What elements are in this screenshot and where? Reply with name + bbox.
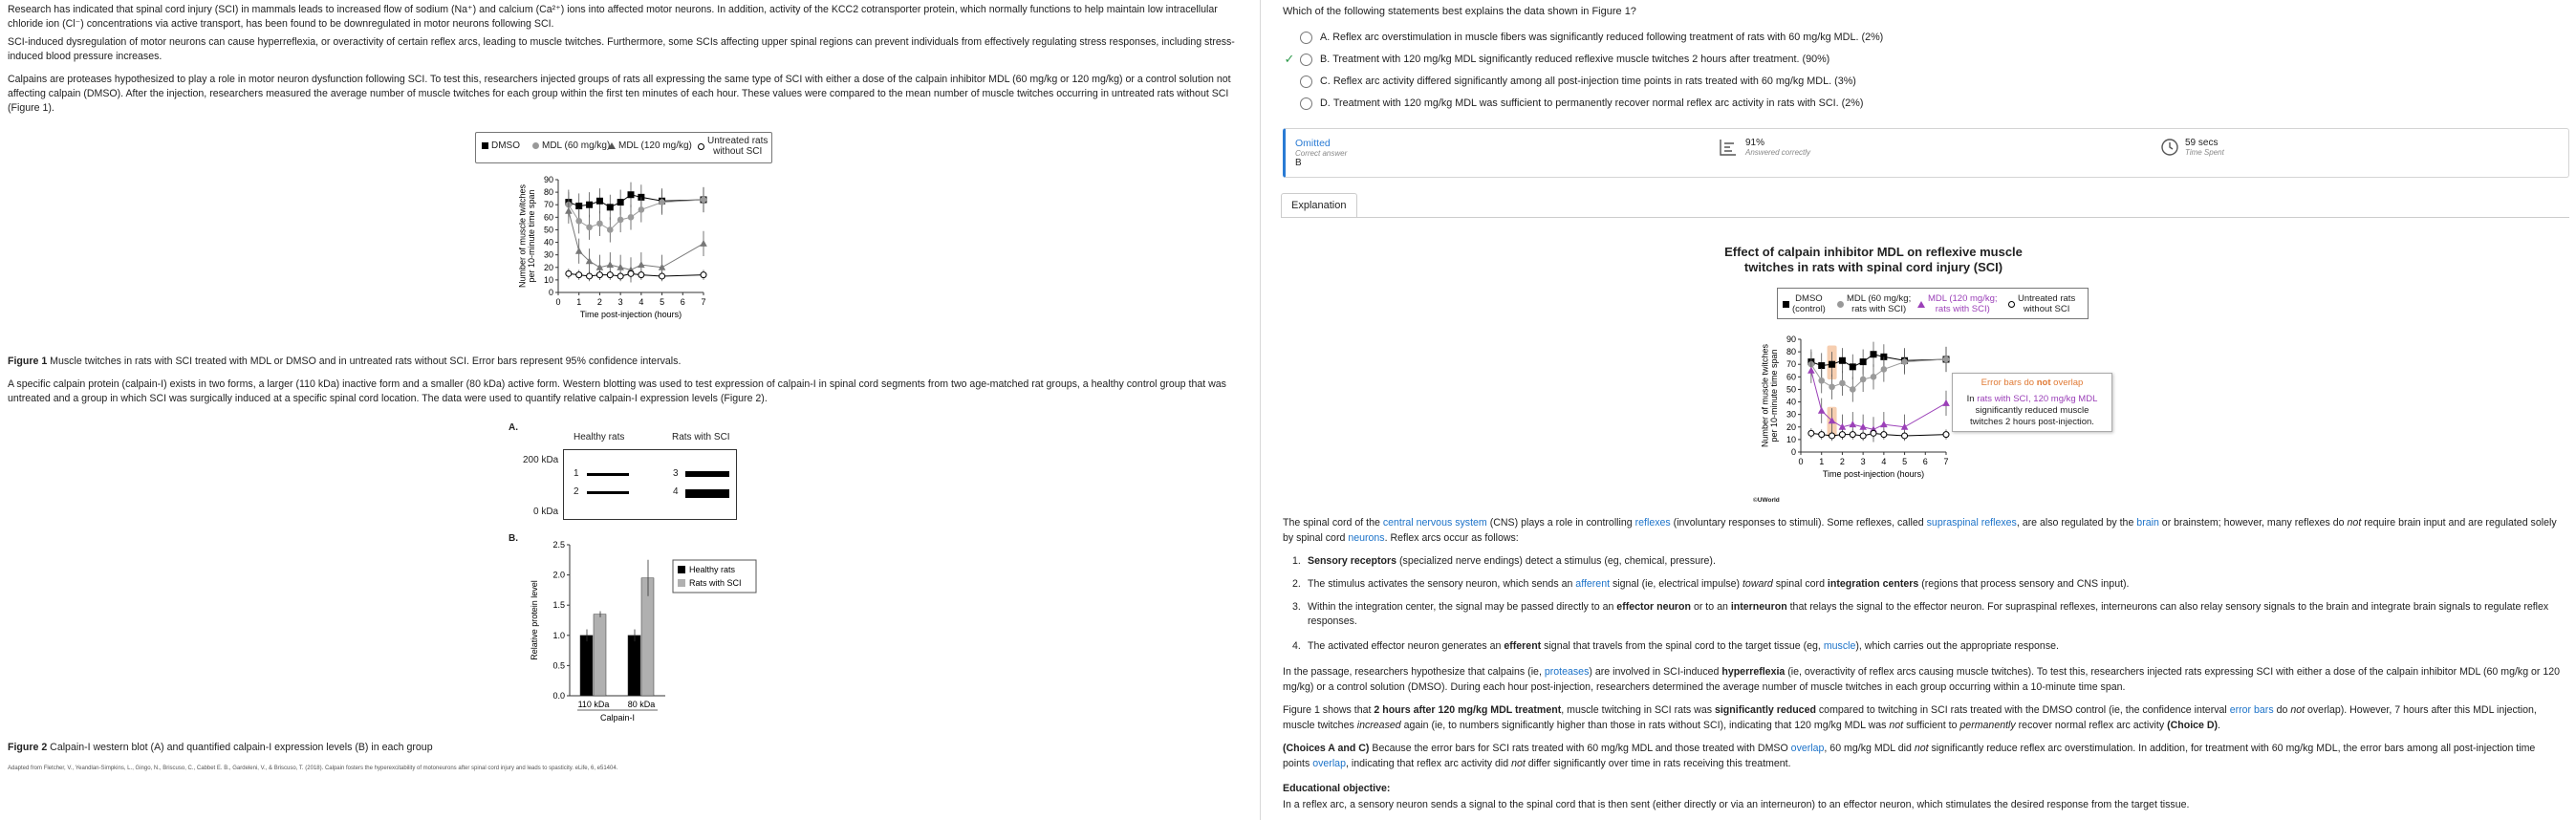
legend-untreated-line1: Untreated rats	[707, 136, 768, 146]
x-tick-label: 5	[1902, 457, 1908, 466]
answer-choice-a[interactable]	[1283, 29, 1883, 46]
y-tick-label: 40	[543, 237, 553, 248]
radio-button-a[interactable]	[1300, 32, 1312, 44]
data-point-circle	[1829, 384, 1835, 391]
figure2-caption-label: Figure 2	[8, 742, 48, 753]
blank-mark-icon	[1283, 97, 1296, 110]
figure2-panel-a-label: A.	[509, 422, 518, 433]
legend-dmso: DMSO	[491, 140, 520, 151]
choice-d-percent: (2%)	[1841, 97, 1864, 109]
data-point-square	[1871, 351, 1877, 357]
stat-correct-answer	[1295, 138, 1347, 168]
figure1-caption	[8, 356, 681, 367]
y-axis-title	[1760, 343, 1779, 447]
western-blot-frame	[563, 449, 737, 520]
answer-choice-c[interactable]	[1283, 73, 1856, 90]
explanation-figure-legend	[1777, 288, 2089, 319]
data-point-triangle	[1849, 421, 1856, 427]
y-tick-label: 90	[1786, 334, 1796, 344]
y-tick-label: 60	[543, 212, 553, 223]
data-point-open-circle	[607, 272, 613, 278]
callout-line4: twitches 2 hours post-injection.	[1970, 417, 2094, 427]
data-point-open-circle	[1850, 432, 1855, 438]
choice-a-percent: (2%)	[1861, 32, 1884, 43]
choice-d-letter: D.	[1320, 97, 1331, 109]
exp-legend-mdl60-l2: rats with SCI)	[1851, 304, 1907, 314]
correct-answer-label: Correct answer	[1295, 149, 1348, 158]
y-tick-label: 2.0	[552, 570, 565, 580]
blot-band-4	[685, 489, 729, 498]
explanation-paragraph-2: In the passage, researchers hypothesize that calpains (ie, proteases) are involved in SCI-induced hyperreflexia (ie, overactivity of reflex arcs causing muscle twitches). To test this, researchers injected rats expressing SCI with either a dose of the calpain inhibitor MDL (60 mg/kg or 120 mg/kg) or a control solution (DMSO). During each hour post-injection, researchers determined the average number of muscle twitches in each group occurring within a 10-minute time span.	[1283, 666, 2561, 693]
legend-swatch-healthy	[678, 566, 685, 573]
blot-kda-0: 0 kDa	[533, 507, 559, 517]
legend-label-healthy: Healthy rats	[689, 565, 736, 574]
explanation-title-line2: twitches in rats with spinal cord injury (SCI)	[1743, 260, 2003, 274]
figure1-legend	[475, 132, 772, 163]
x-tick-label: 2	[1839, 457, 1845, 466]
percent-correct-label: Answered correctly	[1745, 148, 1811, 157]
callout-text-2b: rats with SCI, 120 mg/kg MDL	[1977, 394, 2098, 404]
link-brain[interactable]: brain	[2136, 517, 2159, 529]
data-point-square	[596, 198, 603, 205]
data-point-circle	[659, 199, 665, 205]
data-point-triangle	[638, 261, 645, 268]
blot-lane-1: 1	[574, 468, 579, 479]
y-tick-label: 50	[543, 225, 553, 235]
choice-c-text: Reflex arc activity differed significantly among all post-injection time points in rats treated with 60 mg/kg MDL.	[1332, 76, 1832, 87]
educational-objective-title: Educational objective:	[1283, 783, 1391, 794]
educational-objective-text: In a reflex arc, a sensory neuron sends a signal to the spinal cord that is then sent (either directly or via an interneuron) to an effector neuron, which stimulates the desired response from the target tissue.	[1283, 799, 2190, 810]
data-point-circle	[575, 218, 582, 225]
data-point-circle	[1850, 386, 1856, 393]
stat-time-spent	[2160, 138, 2224, 157]
link-neurons[interactable]: neurons	[1348, 532, 1385, 544]
passage-paragraph-2: SCI-induced dysregulation of motor neurons can cause hyperreflexia, or overactivity of certain reflex arcs, leading to muscle twitches. Furthermore, some SCIs affecting upper spinal regions can prevent individuals from effectively regulating stress responses, including stress-induced blood pressure increases.	[8, 36, 1235, 62]
callout-text-1a: Error bars do	[1981, 378, 2037, 388]
data-point-open-circle	[701, 272, 706, 278]
data-point-triangle	[575, 248, 583, 254]
bar	[628, 636, 640, 696]
exp-legend-untreated-l1: Untreated rats	[2018, 293, 2076, 304]
y-tick-label: 0	[548, 288, 553, 297]
clock-icon	[2160, 138, 2179, 157]
y-tick-label: 10	[543, 274, 553, 285]
square-marker-icon	[1783, 301, 1789, 308]
explanation-paragraph-1: The spinal cord of the central nervous system (CNS) plays a role in controlling reflexes (involuntary responses to stimuli). Some reflexes, called supraspinal reflexes, are also regulated by the brain or brainstem; however, many reflexes do not require brain input and are regulated solely by spinal cord neurons. Reflex arcs occur as follows:	[1283, 517, 2557, 544]
triangle-marker-icon	[608, 142, 616, 149]
data-point-open-circle	[576, 272, 582, 278]
link-overlap-2[interactable]: overlap	[1312, 758, 1346, 769]
explanation-paragraph-3: Figure 1 shows that 2 hours after 120 mg/kg MDL treatment, muscle twitching in SCI rats was significantly reduced compared to twitching in SCI rats treated with the DMSO control (ie, the confidence interval error bars do not overlap). However, 7 hours after this MDL injection, muscle twitches increased again (ie, to numbers significantly higher than those in rats without SCI), indicating that 120 mg/kg MDL was not sufficient to permanently recover normal reflex arc activity (Choice D).	[1283, 704, 2537, 731]
figure1-line-chart	[507, 172, 717, 342]
data-point-open-circle	[566, 270, 572, 276]
link-supraspinal-reflexes[interactable]: supraspinal reflexes	[1926, 517, 2017, 529]
x-tick-label: 6	[1922, 457, 1928, 466]
data-point-open-circle	[1819, 432, 1825, 438]
data-point-open-circle	[587, 273, 593, 279]
bar	[641, 578, 654, 696]
choice-c-percent: (3%)	[1834, 76, 1856, 87]
passage-paragraph-4: A specific calpain protein (calpain-I) exists in two forms, a larger (110 kDa) inactive form and a smaller (80 kDa) active form. Western blotting was used to test expression of calpain-I in spinal cord segments from two age-matched rat groups, a healthy control group that was untreated and a group in which SCI was surgically induced at a specific spinal cord location. The data were used to quantify relative calpain-I expression levels (Figure 2).	[8, 378, 1226, 404]
reflex-arc-list-item-2: 2. The stimulus activates the sensory neuron, which sends an afferent signal (ie, electrical impulse) toward spinal cord integration centers (regions that process sensory and CNS input).	[1292, 578, 2130, 590]
x-tick-label: 110 kDa	[577, 700, 610, 709]
uworld-copyright: ©UWorld	[1753, 497, 1780, 504]
blank-mark-icon	[1283, 75, 1296, 88]
data-point-circle	[1818, 378, 1825, 384]
question-pane	[1271, 0, 2571, 820]
y-tick-label: 10	[1786, 434, 1796, 444]
callout-line1	[1953, 378, 2111, 389]
time-spent-value: 59 secs	[2185, 138, 2219, 148]
data-point-circle	[586, 225, 593, 231]
answer-stats-bar	[1283, 128, 2569, 178]
data-point-square	[1829, 361, 1835, 368]
data-point-open-circle	[639, 272, 644, 278]
bar	[594, 615, 606, 696]
y-tick-label: 0.5	[552, 660, 565, 671]
choice-a-text: Reflex arc overstimulation in muscle fibers was significantly reduced following treatment of rats with 60 mg/kg MDL.	[1332, 32, 1859, 43]
figure2-panel-b-label: B.	[509, 533, 518, 544]
y-tick-label: 80	[1786, 347, 1796, 357]
passage-paragraph-3: Calpains are proteases hypothesized to play a role in motor neuron dysfunction following SCI. To test this, researchers injected groups of rats all expressing the same type of SCI with either a dose of the calpain inhibitor MDL (60 mg/kg or 120 mg/kg) or a control solution not affecting calpain (DMSO). After the injection, researchers measured the average number of muscle twitches for each group within the first ten minutes of each hour. These values were compared to the mean number of muscle twitches occurring in untreated rats without SCI (Figure 1).	[8, 74, 1231, 114]
data-point-open-circle	[1808, 430, 1814, 436]
explanation-line-chart	[1749, 332, 1959, 502]
x-tick-label: 6	[680, 297, 685, 307]
data-point-open-circle	[1829, 433, 1835, 439]
link-central-nervous-system[interactable]: central nervous system	[1382, 517, 1487, 529]
explanation-title-line1: Effect of calpain inhibitor MDL on reflexive muscle	[1724, 245, 2023, 259]
radio-button-b[interactable]	[1300, 54, 1312, 66]
legend-swatch-sci	[678, 579, 685, 587]
data-point-circle	[701, 197, 707, 204]
y-axis-title: Relative protein level	[530, 580, 539, 660]
blot-lane-3: 3	[673, 468, 679, 479]
blot-lane-2: 2	[574, 486, 579, 497]
blot-column-healthy: Healthy rats	[574, 432, 625, 442]
blot-band-3	[685, 471, 729, 477]
y-tick-label: 30	[1786, 409, 1796, 420]
explanation-callout	[1952, 373, 2112, 432]
callout-line3: significantly reduced muscle	[1975, 405, 2089, 416]
triangle-marker-icon	[1917, 301, 1925, 308]
pane-divider[interactable]	[1260, 0, 1261, 820]
y-tick-label: 70	[543, 200, 553, 210]
choice-c-letter: C.	[1320, 76, 1331, 87]
y-tick-label: 50	[1786, 384, 1796, 395]
link-overlap[interactable]: overlap	[1790, 743, 1825, 754]
data-point-circle	[1860, 377, 1867, 383]
link-error-bars[interactable]: error bars	[2229, 704, 2274, 716]
data-point-open-circle	[1902, 433, 1908, 439]
data-point-triangle	[606, 261, 614, 268]
x-tick-label: 7	[701, 297, 706, 307]
data-point-triangle	[1942, 399, 1950, 406]
blot-kda-200: 200 kDa	[523, 455, 559, 465]
explanation-paragraph-4: (Choices A and C) Because the error bars for SCI rats treated with 60 mg/kg MDL and those treated with DMSO overlap, 60 mg/kg MDL did not significantly reduce reflex arc overstimulation. In addition, for treatment with 60 mg/kg MDL, the error bars among all post-injection time points overlap, indicating that reflex arc activity did not differ significantly over time in rats receiving this treatment.	[1283, 743, 2536, 769]
choice-d-text: Treatment with 120 mg/kg MDL was sufficient to permanently recover normal reflex arc activity in rats with SCI.	[1332, 97, 1839, 109]
x-tick-label: 3	[1860, 457, 1866, 466]
data-point-circle	[639, 206, 645, 213]
data-point-triangle	[700, 240, 707, 247]
passage-pane	[0, 0, 1260, 820]
time-spent-label: Time Spent	[2185, 148, 2224, 157]
circle-marker-icon	[1837, 301, 1844, 308]
circle-marker-icon	[532, 142, 539, 149]
y-tick-label: 70	[1786, 359, 1796, 370]
exp-legend-untreated-l2: without SCI	[2023, 304, 2070, 314]
bar	[580, 636, 593, 696]
x-tick-label: 4	[639, 297, 644, 307]
y-tick-label: 90	[543, 175, 553, 184]
data-point-circle	[628, 214, 635, 221]
data-point-circle	[1839, 380, 1846, 387]
blot-column-sci: Rats with SCI	[672, 432, 730, 442]
answer-choice-d[interactable]	[1283, 95, 1863, 112]
y-tick-label: 30	[543, 249, 553, 260]
explanation-figure-title	[1711, 245, 2036, 275]
tab-explanation[interactable]: Explanation	[1281, 193, 1357, 218]
stat-percent-correct	[1719, 138, 1810, 157]
data-point-open-circle	[1839, 432, 1845, 438]
data-point-circle	[617, 217, 624, 224]
reflex-arc-list-item-4: 4. The activated effector neuron generates an efferent signal that travels from the spinal cord to the target tissue (eg, muscle), which carries out the appropriate response.	[1292, 640, 2059, 652]
answer-choice-b[interactable]	[1283, 51, 1829, 68]
reflex-arc-list-item-3: 3. Within the integration center, the signal may be passed directly to an effector neuron or to an interneuron that relays the signal to the effector neuron. For supraspinal reflexes, interneurons can also relay sensory signals to the brain and integrate brain signals to regulate reflex responses.	[1292, 601, 2549, 627]
link-afferent[interactable]: afferent	[1575, 578, 1611, 590]
y-axis-title-line2: per 10-minute time span	[1769, 349, 1780, 442]
callout-text-1b: not	[2036, 378, 2051, 388]
data-point-circle	[596, 221, 603, 227]
data-point-square	[1850, 363, 1856, 370]
callout-text-1c: overlap	[2050, 378, 2084, 388]
data-point-circle	[607, 227, 614, 233]
blot-lane-4: 4	[673, 486, 679, 497]
x-axis-title: Time post-injection (hours)	[579, 310, 682, 319]
link-proteases[interactable]: proteases	[1544, 666, 1590, 678]
x-tick-label: 80 kDa	[627, 700, 656, 709]
figure1-caption-label: Figure 1	[8, 356, 48, 367]
choice-b-letter: B.	[1320, 54, 1331, 65]
data-point-open-circle	[1881, 432, 1887, 438]
blank-mark-icon	[1283, 31, 1296, 44]
data-point-square	[1860, 358, 1867, 365]
link-reflexes[interactable]: reflexes	[1634, 517, 1671, 529]
data-point-open-circle	[1871, 430, 1876, 436]
exp-legend-mdl60-l1: MDL (60 mg/kg;	[1847, 293, 1912, 304]
data-point-square	[586, 202, 593, 208]
status-omitted: Omitted	[1295, 138, 1331, 149]
x-axis-title: Time post-injection (hours)	[1822, 469, 1925, 479]
data-point-square	[1818, 362, 1825, 369]
y-axis-title-line2: per 10-minute time span	[527, 189, 537, 283]
y-tick-label: 60	[1786, 372, 1796, 382]
figure-source-citation: Adapted from Fletcher, V., Yeandlan-Simpkins, L., Gingo, N., Briscuso, C., Cabbet E. B., Gardeleni, V., & Briscuso, T. (2018). Calpain fosters the hyperexcitability of motoneurons after spinal cord injury and leads to spasticity. eLife, 6, e51404.	[8, 766, 618, 771]
choice-b-percent: (90%)	[1802, 54, 1830, 65]
exp-legend-mdl120-l2: rats with SCI)	[1935, 304, 1990, 314]
x-tick-label: 5	[660, 297, 665, 307]
data-point-square	[607, 204, 614, 210]
x-tick-label: 1	[1819, 457, 1825, 466]
data-point-square	[628, 191, 635, 198]
y-tick-label: 2.5	[552, 540, 565, 550]
y-tick-label: 40	[1786, 397, 1796, 407]
choice-b-text: Treatment with 120 mg/kg MDL significantly reduced reflexive muscle twitches 2 hours after treatment.	[1332, 54, 1800, 65]
data-point-circle	[1943, 356, 1950, 363]
y-tick-label: 1.0	[552, 630, 565, 640]
y-axis-title	[517, 183, 536, 288]
x-tick-label: 2	[596, 297, 602, 307]
legend-label-sci: Rats with SCI	[689, 578, 742, 588]
choice-a-letter: A.	[1320, 32, 1331, 43]
y-axis-title-line1: Number of muscle twitches	[517, 183, 528, 289]
y-tick-label: 1.5	[552, 600, 565, 611]
y-tick-label: 80	[543, 187, 553, 198]
data-point-open-circle	[660, 273, 665, 279]
y-tick-label: 20	[543, 262, 553, 272]
square-marker-icon	[482, 142, 488, 149]
data-point-open-circle	[628, 270, 634, 276]
passage-paragraph-1: Research has indicated that spinal cord injury (SCI) in mammals leads to increased flow of sodium (Na⁺) and calcium (Ca²⁺) ions into affected motor neurons. In addition, activity of the KCC2 cotransporter protein, which normally functions to help maintain low intracellular chloride ion (Cl⁻) concentrations via active transport, has been found to be downregulated in motor neurons following SCI.	[8, 4, 1218, 30]
y-tick-label: 0.0	[552, 691, 565, 701]
radio-button-d[interactable]	[1300, 97, 1312, 110]
x-tick-label: 3	[617, 297, 623, 307]
figure2-caption	[8, 742, 433, 753]
data-point-open-circle	[1860, 433, 1866, 439]
x-axis-title: Calpain-I	[599, 713, 636, 723]
question-stem: Which of the following statements best explains the data shown in Figure 1?	[1283, 6, 1636, 17]
x-tick-label: 1	[576, 297, 582, 307]
data-point-square	[575, 203, 582, 209]
y-axis-title-line1: Number of muscle twitches	[1760, 343, 1770, 448]
data-point-square	[617, 199, 624, 205]
blot-band-2	[587, 491, 629, 494]
x-tick-label: 7	[1943, 457, 1949, 466]
data-point-circle	[1901, 358, 1908, 365]
data-point-square	[1839, 357, 1846, 364]
callout-line2	[1953, 394, 2111, 405]
figure1-caption-text: Muscle twitches in rats with SCI treated with MDL or DMSO and in untreated rats without SCI. Error bars represent 95% confidence intervals.	[47, 356, 682, 367]
reflex-arc-list-item-1: 1. Sensory receptors (specialized nerve endings) detect a stimulus (eg, chemical, pressure).	[1292, 555, 1716, 567]
legend-mdl120: MDL (120 mg/kg)	[618, 140, 692, 151]
data-point-triangle	[1818, 407, 1826, 414]
open-circle-marker-icon	[698, 143, 704, 150]
radio-button-c[interactable]	[1300, 76, 1312, 88]
data-point-circle	[1871, 374, 1877, 380]
correct-answer-value: B	[1295, 158, 1302, 168]
y-tick-label: 20	[1786, 421, 1796, 432]
exp-legend-dmso-l2: (control)	[1792, 304, 1826, 314]
data-point-open-circle	[617, 273, 623, 279]
x-tick-label: 0	[555, 297, 561, 307]
percent-correct-value: 91%	[1745, 138, 1765, 148]
figure2-bar-chart	[516, 537, 765, 736]
data-point-open-circle	[1943, 432, 1949, 438]
checkmark-icon: ✓	[1284, 52, 1295, 66]
tab-underline	[1281, 217, 2569, 218]
data-point-open-circle	[596, 272, 602, 278]
legend-untreated-line2: without SCI	[713, 146, 763, 157]
y-tick-label: 0	[1790, 447, 1796, 457]
exp-legend-mdl120-l1: MDL (120 mg/kg;	[1928, 293, 1998, 304]
bar-chart-icon	[1719, 138, 1738, 157]
legend-mdl60: MDL (60 mg/kg)	[542, 140, 611, 151]
blot-band-1	[587, 473, 629, 476]
x-tick-label: 4	[1881, 457, 1887, 466]
x-tick-label: 0	[1798, 457, 1804, 466]
callout-text-2a: In	[1966, 394, 1978, 404]
figure2-caption-text: Calpain-I western blot (A) and quantified calpain-I expression levels (B) in each group	[47, 742, 433, 753]
data-point-triangle	[1880, 421, 1888, 427]
exp-legend-dmso-l1: DMSO	[1795, 293, 1823, 304]
open-circle-marker-icon	[2008, 301, 2015, 308]
data-point-circle	[1881, 366, 1888, 373]
link-muscle[interactable]: muscle	[1823, 640, 1856, 652]
